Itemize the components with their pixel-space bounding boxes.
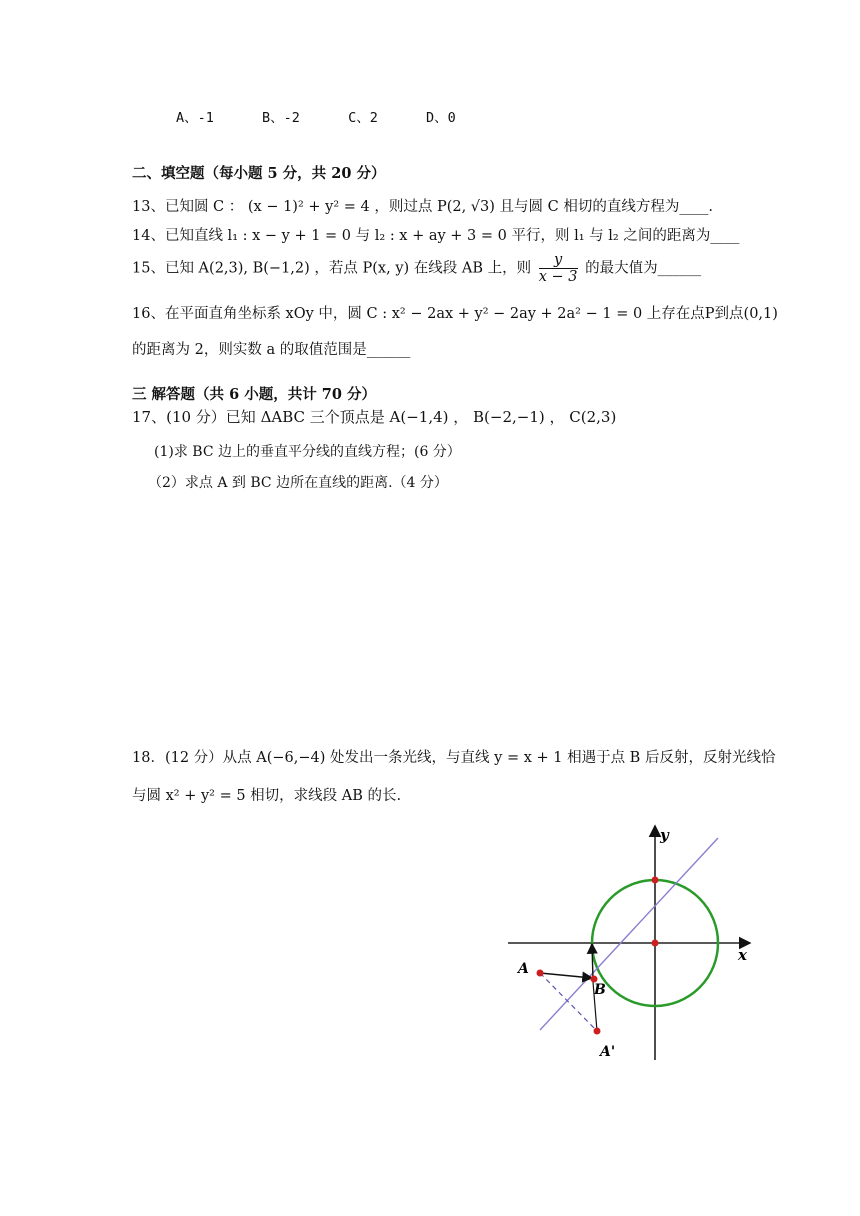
- q15-numerator: y: [539, 252, 578, 269]
- point-circle-top: [652, 877, 659, 884]
- point-origin: [652, 940, 659, 947]
- point-a-prime: [594, 1028, 601, 1035]
- choice-c: C、2: [348, 110, 378, 126]
- section2-title: 二、填空题（每小题 5 分，共 20 分）: [132, 165, 386, 182]
- choice-options: [176, 106, 496, 126]
- section3-title: 三 解答题（共 6 小题，共计 70 分）: [132, 386, 377, 403]
- question-18-line1: 18．(12 分）从点 A(−6,−4) 处发出一条光线，与直线 y = x + 1 相遇于点 B 后反射，反射光线恰: [132, 750, 776, 766]
- label-a: A: [518, 961, 529, 977]
- question-17: 17、(10 分）已知 ΔABC 三个顶点是 A(−1,4) ， B(−2,−1) ， C(2,3): [132, 408, 617, 426]
- x-axis-label: x: [738, 946, 747, 964]
- choice-d: D、0: [425, 110, 456, 126]
- dashed-a-aprime: [540, 973, 597, 1031]
- question-17-part2: （2）求点 A 到 BC 边所在直线的距离.（4 分）: [148, 475, 448, 491]
- point-a: [537, 970, 544, 977]
- choice-b: B、-2: [262, 110, 300, 126]
- q15-denominator: x − 3: [538, 269, 578, 285]
- y-axis-label: y: [660, 826, 669, 844]
- choice-a: A、-1: [176, 110, 214, 126]
- question-14: 14、已知直线 l₁ : x − y + 1 = 0 与 l₂ : x + ay + 3 = 0 平行，则 l₁ 与 l₂ 之间的距离为____: [132, 228, 740, 244]
- question-17-part1: (1)求 BC 边上的垂直平分线的直线方程；(6 分）: [154, 444, 461, 460]
- question-16-line1: 16、在平面直角坐标系 xOy 中，圆 C : x² − 2ax + y² − 2ay + 2a² − 1 = 0 上存在点P到点(0,1): [132, 306, 778, 322]
- question-15: [132, 252, 701, 285]
- q15-post: 的最大值为______: [585, 260, 702, 277]
- q15-fraction: [539, 252, 578, 285]
- ray-a-to-b: [540, 973, 592, 978]
- q15-pre: 15、已知 A(2,3), B(−1,2) ，若点 P(x, y) 在线段 AB 上，则: [132, 260, 532, 277]
- geometry-figure: [500, 820, 760, 1065]
- question-13: 13、已知圆 C ： (x − 1)² + y² = 4 ，则过点 P(2, √3) 且与圆 C 相切的直线方程为____.: [132, 199, 713, 215]
- ray-reflected: [592, 944, 593, 980]
- question-16-line2: 的距离为 2，则实数 a 的取值范围是______: [132, 342, 411, 358]
- label-b: B: [594, 982, 606, 998]
- label-a-prime: A': [600, 1044, 616, 1060]
- question-18-line2: 与圆 x² + y² = 5 相切，求线段 AB 的长.: [132, 788, 402, 804]
